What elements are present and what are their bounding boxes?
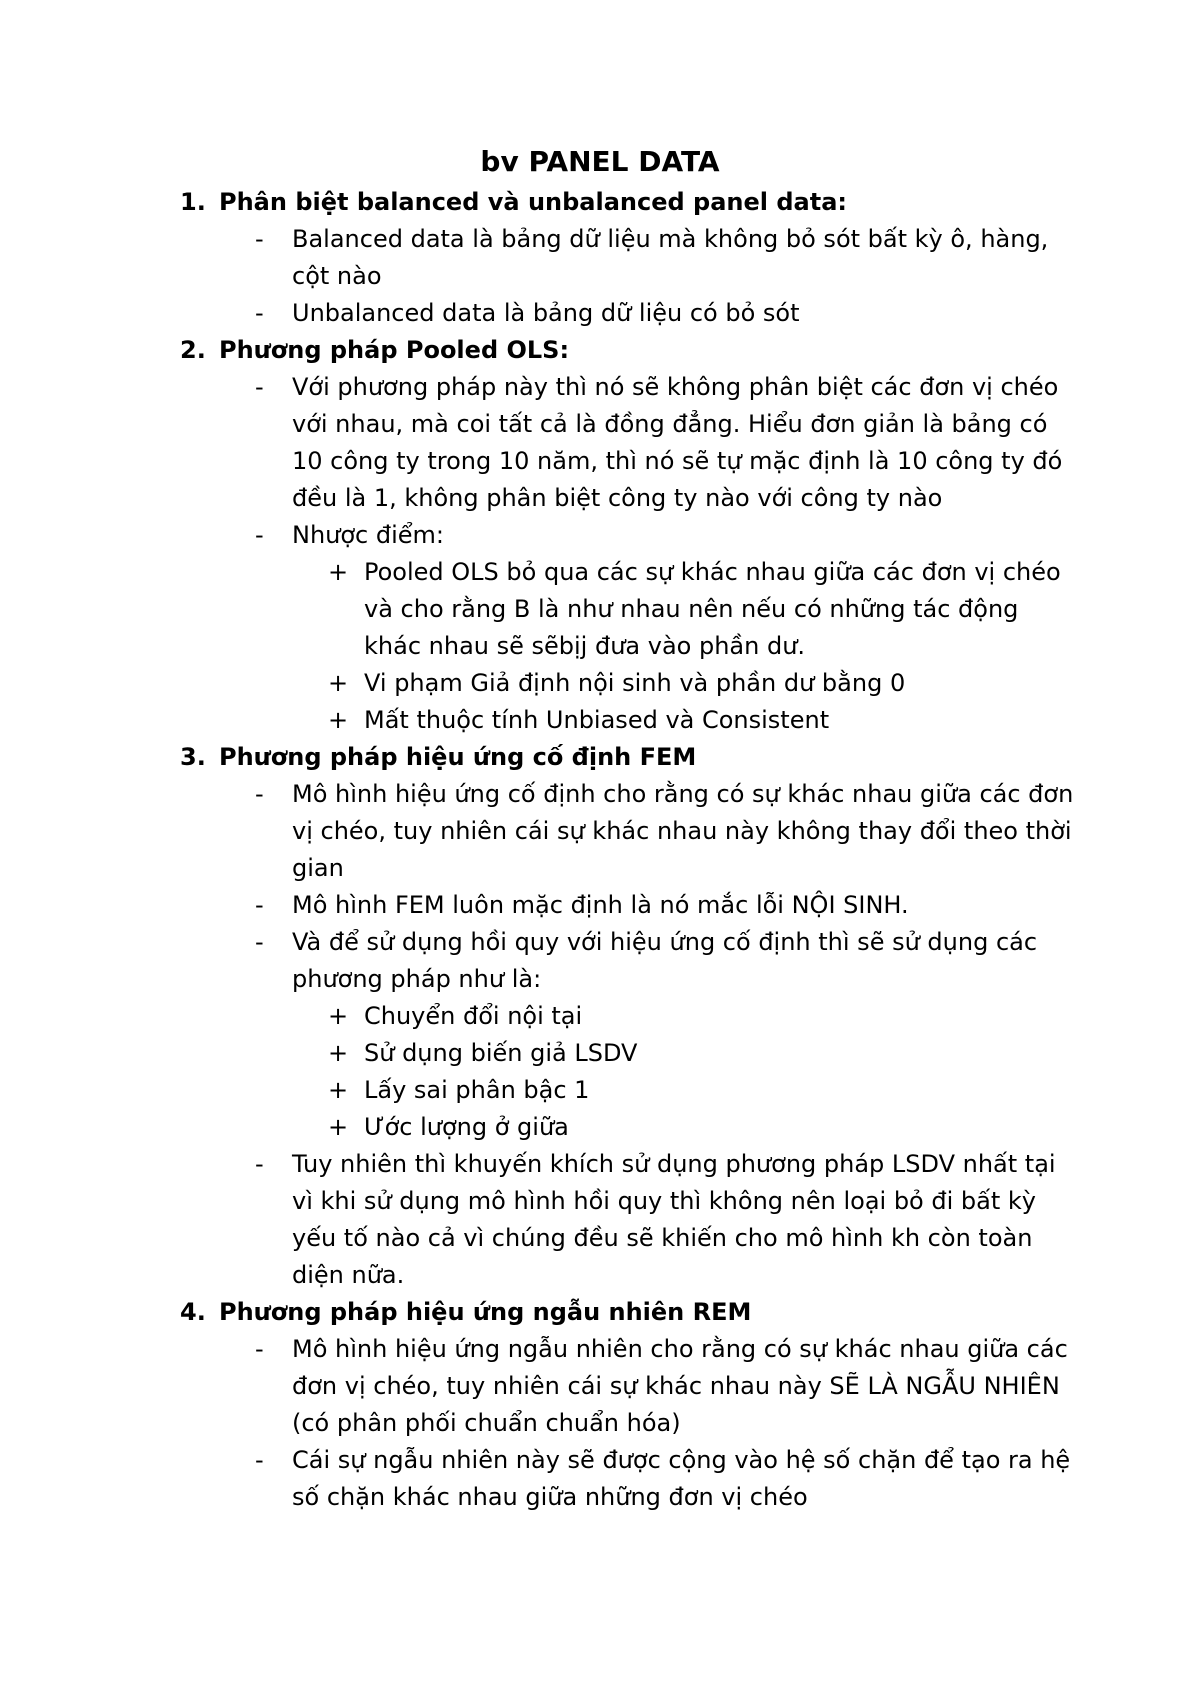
section-2-heading — [180, 332, 1080, 369]
section-title: Phân biệt balanced và unbalanced panel data: — [219, 188, 847, 216]
dash-bullet: - — [255, 1446, 264, 1474]
bullet-text: Cái sự ngẫu nhiên này sẽ được cộng vào hệ số chặn để tạo ra hệ số chặn khác nhau giữa những đơn vị chéo — [292, 1446, 1071, 1511]
section-number: 3. — [180, 743, 206, 771]
list-item — [180, 369, 1080, 517]
sub-list-item — [180, 554, 1080, 665]
section-number: 2. — [180, 336, 206, 364]
dash-bullet: - — [255, 373, 264, 401]
section-number: 1. — [180, 188, 206, 216]
section-1-heading — [180, 184, 1080, 221]
dash-bullet: - — [255, 928, 264, 956]
list-item — [180, 924, 1080, 998]
bullet-text: Balanced data là bảng dữ liệu mà không bỏ sót bất kỳ ô, hàng, cột nào — [292, 225, 1049, 290]
bullet-text: Với phương pháp này thì nó sẽ không phân biệt các đơn vị chéo với nhau, mà coi tất cả là đồng đẳng. Hiểu đơn giản là bảng có 10 công ty trong 10 năm, thì nó sẽ tự mặc định là 10 công ty đó đều là 1, không phân biệt công ty nào với công ty nào — [292, 373, 1063, 512]
list-item — [180, 221, 1080, 295]
section-title: Phương pháp hiệu ứng ngẫu nhiên REM — [219, 1298, 752, 1326]
sub-bullet-text: Lấy sai phân bậc 1 — [364, 1076, 590, 1104]
plus-bullet: + — [328, 558, 349, 586]
section-title: Phương pháp hiệu ứng cố định FEM — [219, 743, 697, 771]
document-title: bv PANEL DATA — [480, 145, 720, 178]
plus-bullet: + — [328, 1002, 349, 1030]
sub-list-item — [180, 702, 1080, 739]
document-body — [180, 184, 1080, 1516]
bullet-text: Mô hình FEM luôn mặc định là nó mắc lỗi NỘI SINH. — [292, 891, 909, 919]
sub-bullet-text: Mất thuộc tính Unbiased và Consistent — [364, 706, 830, 734]
bullet-text: Mô hình hiệu ứng cố định cho rằng có sự khác nhau giữa các đơn vị chéo, tuy nhiên cái sự khác nhau này không thay đổi theo thời gian — [292, 780, 1074, 882]
plus-bullet: + — [328, 706, 349, 734]
sub-bullet-text: Chuyển đổi nội tại — [364, 1002, 583, 1030]
dash-bullet: - — [255, 225, 264, 253]
plus-bullet: + — [328, 1076, 349, 1104]
list-item — [180, 1146, 1080, 1294]
sub-list-item — [180, 665, 1080, 702]
section-3-heading — [180, 739, 1080, 776]
section-number: 4. — [180, 1298, 206, 1326]
sub-bullet-text: Ước lượng ở giữa — [364, 1113, 569, 1141]
bullet-text: Unbalanced data là bảng dữ liệu có bỏ sót — [292, 299, 800, 327]
sub-list-item — [180, 1072, 1080, 1109]
sub-list-item — [180, 998, 1080, 1035]
list-item — [180, 1442, 1080, 1516]
plus-bullet: + — [328, 669, 349, 697]
sub-list-item — [180, 1035, 1080, 1072]
sub-bullet-text: Sử dụng biến giả LSDV — [364, 1039, 638, 1067]
dash-bullet: - — [255, 521, 264, 549]
bullet-text: Và để sử dụng hồi quy với hiệu ứng cố định thì sẽ sử dụng các phương pháp như là: — [292, 928, 1038, 993]
sub-bullet-text: Pooled OLS bỏ qua các sự khác nhau giữa các đơn vị chéo và cho rằng B là như nhau nên nếu có những tác động khác nhau sẽ sẽbịj đưa vào phần dư. — [364, 558, 1061, 660]
dash-bullet: - — [255, 780, 264, 808]
dash-bullet: - — [255, 891, 264, 919]
plus-bullet: + — [328, 1039, 349, 1067]
dash-bullet: - — [255, 1335, 264, 1363]
section-title: Phương pháp Pooled OLS: — [219, 336, 570, 364]
list-item — [180, 776, 1080, 887]
sub-bullet-text: Vi phạm Giả định nội sinh và phần dư bằng 0 — [364, 669, 906, 697]
list-item — [180, 887, 1080, 924]
bullet-text: Tuy nhiên thì khuyến khích sử dụng phương pháp LSDV nhất tại vì khi sử dụng mô hình hồi quy thì không nên loại bỏ đi bất kỳ yếu tố nào cả vì chúng đều sẽ khiến cho mô hình kh còn toàn diện nữa. — [292, 1150, 1056, 1289]
list-item — [180, 1331, 1080, 1442]
list-item — [180, 517, 1080, 554]
section-4-heading — [180, 1294, 1080, 1331]
plus-bullet: + — [328, 1113, 349, 1141]
dash-bullet: - — [255, 299, 264, 327]
dash-bullet: - — [255, 1150, 264, 1178]
sub-list-item — [180, 1109, 1080, 1146]
bullet-text: Mô hình hiệu ứng ngẫu nhiên cho rằng có sự khác nhau giữa các đơn vị chéo, tuy nhiên cái sự khác nhau này SẼ LÀ NGẪU NHIÊN (có phân phối chuẩn chuẩn hóa) — [292, 1335, 1068, 1437]
bullet-text: Nhược điểm: — [292, 521, 445, 549]
list-item — [180, 295, 1080, 332]
